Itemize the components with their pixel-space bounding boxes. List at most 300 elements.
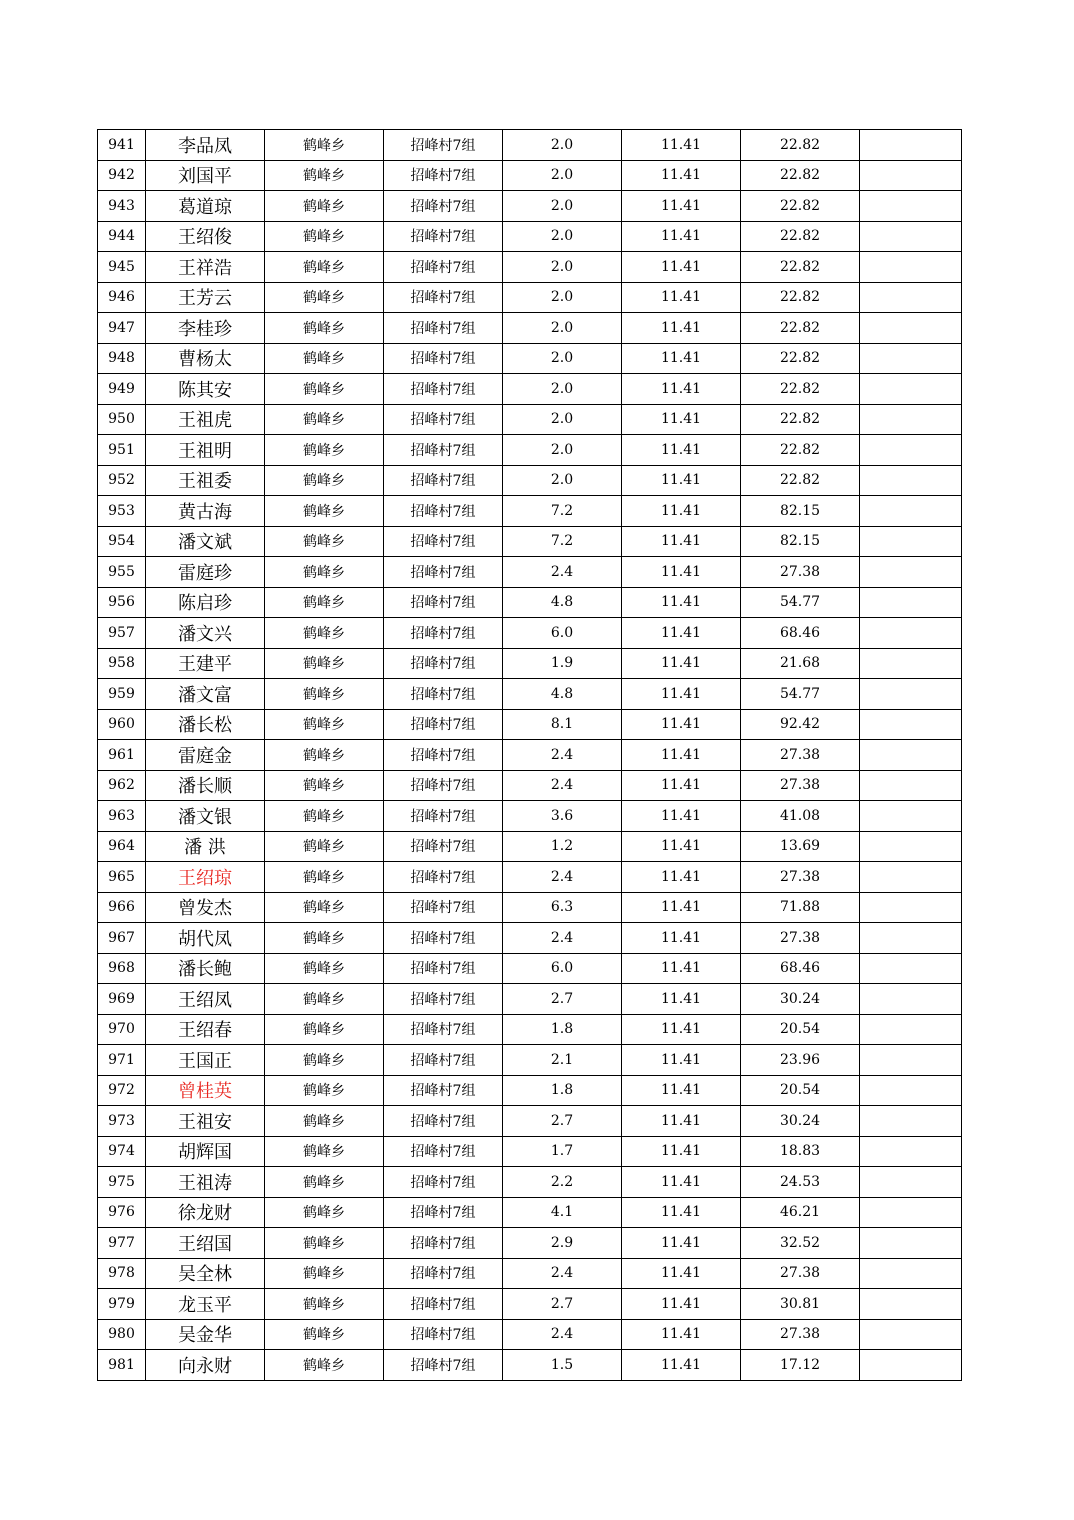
town-cell: 鹤峰乡 — [265, 801, 384, 832]
village-cell: 招峰村7组 — [384, 343, 503, 374]
name-cell: 曾桂英 — [146, 1075, 265, 1106]
village-cell: 招峰村7组 — [384, 740, 503, 771]
name-cell: 潘 洪 — [146, 831, 265, 862]
town-cell: 鹤峰乡 — [265, 557, 384, 588]
row-number: 968 — [98, 953, 146, 984]
note-cell — [860, 923, 962, 954]
name-cell: 王绍春 — [146, 1014, 265, 1045]
note-cell — [860, 679, 962, 710]
note-cell — [860, 1228, 962, 1259]
table-row — [98, 709, 962, 740]
village-cell: 招峰村7组 — [384, 1045, 503, 1076]
town-cell: 鹤峰乡 — [265, 892, 384, 923]
name-cell: 王祥浩 — [146, 252, 265, 283]
row-number: 980 — [98, 1319, 146, 1350]
table-row — [98, 130, 962, 161]
note-cell — [860, 404, 962, 435]
amount-cell: 18.83 — [741, 1136, 860, 1167]
rate-cell: 11.41 — [622, 160, 741, 191]
name-cell: 潘长鲍 — [146, 953, 265, 984]
note-cell — [860, 526, 962, 557]
amount-cell: 22.82 — [741, 343, 860, 374]
area-cell: 2.7 — [503, 1289, 622, 1320]
name-cell: 王祖委 — [146, 465, 265, 496]
name-cell: 王祖虎 — [146, 404, 265, 435]
name-cell: 王芳云 — [146, 282, 265, 313]
amount-cell: 27.38 — [741, 862, 860, 893]
town-cell: 鹤峰乡 — [265, 1167, 384, 1198]
area-cell: 2.4 — [503, 862, 622, 893]
area-cell: 2.0 — [503, 221, 622, 252]
row-number: 967 — [98, 923, 146, 954]
town-cell: 鹤峰乡 — [265, 160, 384, 191]
name-cell: 黄古海 — [146, 496, 265, 527]
village-cell: 招峰村7组 — [384, 892, 503, 923]
note-cell — [860, 618, 962, 649]
name-cell: 潘文富 — [146, 679, 265, 710]
amount-cell: 27.38 — [741, 557, 860, 588]
row-number: 949 — [98, 374, 146, 405]
rate-cell: 11.41 — [622, 862, 741, 893]
area-cell: 2.0 — [503, 191, 622, 222]
row-number: 951 — [98, 435, 146, 466]
village-cell: 招峰村7组 — [384, 648, 503, 679]
area-cell: 2.1 — [503, 1045, 622, 1076]
row-number: 955 — [98, 557, 146, 588]
rate-cell: 11.41 — [622, 374, 741, 405]
table-row — [98, 374, 962, 405]
amount-cell: 22.82 — [741, 313, 860, 344]
area-cell: 4.8 — [503, 587, 622, 618]
name-cell: 李品凤 — [146, 130, 265, 161]
name-cell: 龙玉平 — [146, 1289, 265, 1320]
village-cell: 招峰村7组 — [384, 1197, 503, 1228]
area-cell: 4.1 — [503, 1197, 622, 1228]
row-number: 947 — [98, 313, 146, 344]
table-row — [98, 587, 962, 618]
note-cell — [860, 221, 962, 252]
note-cell — [860, 374, 962, 405]
name-cell: 王国正 — [146, 1045, 265, 1076]
amount-cell: 71.88 — [741, 892, 860, 923]
area-cell: 2.0 — [503, 465, 622, 496]
note-cell — [860, 313, 962, 344]
village-cell: 招峰村7组 — [384, 679, 503, 710]
rate-cell: 11.41 — [622, 252, 741, 283]
row-number: 971 — [98, 1045, 146, 1076]
name-cell: 胡辉国 — [146, 1136, 265, 1167]
table-row — [98, 343, 962, 374]
area-cell: 2.4 — [503, 557, 622, 588]
area-cell: 2.4 — [503, 770, 622, 801]
amount-cell: 27.38 — [741, 923, 860, 954]
note-cell — [860, 435, 962, 466]
table-row — [98, 557, 962, 588]
table-row — [98, 1075, 962, 1106]
note-cell — [860, 252, 962, 283]
town-cell: 鹤峰乡 — [265, 496, 384, 527]
amount-cell: 27.38 — [741, 1319, 860, 1350]
area-cell: 1.8 — [503, 1014, 622, 1045]
area-cell: 2.4 — [503, 740, 622, 771]
village-cell: 招峰村7组 — [384, 1075, 503, 1106]
rate-cell: 11.41 — [622, 465, 741, 496]
village-cell: 招峰村7组 — [384, 1350, 503, 1381]
note-cell — [860, 465, 962, 496]
name-cell: 王绍琼 — [146, 862, 265, 893]
town-cell: 鹤峰乡 — [265, 1228, 384, 1259]
town-cell: 鹤峰乡 — [265, 221, 384, 252]
rate-cell: 11.41 — [622, 404, 741, 435]
village-cell: 招峰村7组 — [384, 557, 503, 588]
rate-cell: 11.41 — [622, 221, 741, 252]
row-number: 944 — [98, 221, 146, 252]
table-row — [98, 1350, 962, 1381]
town-cell: 鹤峰乡 — [265, 1289, 384, 1320]
area-cell: 2.0 — [503, 343, 622, 374]
area-cell: 2.0 — [503, 160, 622, 191]
town-cell: 鹤峰乡 — [265, 862, 384, 893]
rate-cell: 11.41 — [622, 1167, 741, 1198]
name-cell: 王建平 — [146, 648, 265, 679]
name-cell: 徐龙财 — [146, 1197, 265, 1228]
table-row — [98, 892, 962, 923]
amount-cell: 68.46 — [741, 618, 860, 649]
row-number: 964 — [98, 831, 146, 862]
amount-cell: 30.24 — [741, 984, 860, 1015]
note-cell — [860, 496, 962, 527]
table-row — [98, 1319, 962, 1350]
amount-cell: 22.82 — [741, 191, 860, 222]
note-cell — [860, 831, 962, 862]
area-cell: 6.0 — [503, 953, 622, 984]
row-number: 962 — [98, 770, 146, 801]
rate-cell: 11.41 — [622, 1258, 741, 1289]
table-row — [98, 1258, 962, 1289]
row-number: 974 — [98, 1136, 146, 1167]
table-row — [98, 801, 962, 832]
rate-cell: 11.41 — [622, 923, 741, 954]
rate-cell: 11.41 — [622, 1106, 741, 1137]
note-cell — [860, 1075, 962, 1106]
area-cell: 2.7 — [503, 984, 622, 1015]
row-number: 975 — [98, 1167, 146, 1198]
rate-cell: 11.41 — [622, 1075, 741, 1106]
note-cell — [860, 953, 962, 984]
note-cell — [860, 1167, 962, 1198]
village-cell: 招峰村7组 — [384, 130, 503, 161]
town-cell: 鹤峰乡 — [265, 923, 384, 954]
rate-cell: 11.41 — [622, 984, 741, 1015]
village-cell: 招峰村7组 — [384, 1228, 503, 1259]
amount-cell: 23.96 — [741, 1045, 860, 1076]
note-cell — [860, 1258, 962, 1289]
note-cell — [860, 343, 962, 374]
rate-cell: 11.41 — [622, 557, 741, 588]
note-cell — [860, 801, 962, 832]
town-cell: 鹤峰乡 — [265, 587, 384, 618]
table-row — [98, 831, 962, 862]
town-cell: 鹤峰乡 — [265, 343, 384, 374]
town-cell: 鹤峰乡 — [265, 252, 384, 283]
village-cell: 招峰村7组 — [384, 587, 503, 618]
table-row — [98, 770, 962, 801]
rate-cell: 11.41 — [622, 1319, 741, 1350]
rate-cell: 11.41 — [622, 1014, 741, 1045]
village-cell: 招峰村7组 — [384, 709, 503, 740]
rate-cell: 11.41 — [622, 1045, 741, 1076]
town-cell: 鹤峰乡 — [265, 679, 384, 710]
rate-cell: 11.41 — [622, 953, 741, 984]
data-table — [97, 129, 962, 1381]
name-cell: 王祖涛 — [146, 1167, 265, 1198]
rate-cell: 11.41 — [622, 343, 741, 374]
amount-cell: 21.68 — [741, 648, 860, 679]
table-row — [98, 618, 962, 649]
village-cell: 招峰村7组 — [384, 496, 503, 527]
note-cell — [860, 740, 962, 771]
note-cell — [860, 984, 962, 1015]
town-cell: 鹤峰乡 — [265, 282, 384, 313]
town-cell: 鹤峰乡 — [265, 130, 384, 161]
table-row — [98, 862, 962, 893]
note-cell — [860, 282, 962, 313]
amount-cell: 82.15 — [741, 526, 860, 557]
name-cell: 潘文斌 — [146, 526, 265, 557]
note-cell — [860, 1014, 962, 1045]
area-cell: 1.2 — [503, 831, 622, 862]
row-number: 959 — [98, 679, 146, 710]
row-number: 979 — [98, 1289, 146, 1320]
table-row — [98, 1106, 962, 1137]
note-cell — [860, 557, 962, 588]
rate-cell: 11.41 — [622, 1136, 741, 1167]
rate-cell: 11.41 — [622, 130, 741, 161]
table-row — [98, 923, 962, 954]
name-cell: 吴全林 — [146, 1258, 265, 1289]
village-cell: 招峰村7组 — [384, 831, 503, 862]
row-number: 942 — [98, 160, 146, 191]
rate-cell: 11.41 — [622, 313, 741, 344]
amount-cell: 22.82 — [741, 252, 860, 283]
name-cell: 王绍凤 — [146, 984, 265, 1015]
row-number: 952 — [98, 465, 146, 496]
area-cell: 1.5 — [503, 1350, 622, 1381]
row-number: 958 — [98, 648, 146, 679]
town-cell: 鹤峰乡 — [265, 709, 384, 740]
village-cell: 招峰村7组 — [384, 160, 503, 191]
rate-cell: 11.41 — [622, 1197, 741, 1228]
note-cell — [860, 191, 962, 222]
table-row — [98, 282, 962, 313]
amount-cell: 82.15 — [741, 496, 860, 527]
table-row — [98, 1289, 962, 1320]
town-cell: 鹤峰乡 — [265, 374, 384, 405]
name-cell: 葛道琼 — [146, 191, 265, 222]
table-row — [98, 953, 962, 984]
row-number: 943 — [98, 191, 146, 222]
rate-cell: 11.41 — [622, 1228, 741, 1259]
table-row — [98, 252, 962, 283]
name-cell: 潘长松 — [146, 709, 265, 740]
note-cell — [860, 1045, 962, 1076]
rate-cell: 11.41 — [622, 679, 741, 710]
note-cell — [860, 1106, 962, 1137]
name-cell: 陈其安 — [146, 374, 265, 405]
row-number: 970 — [98, 1014, 146, 1045]
village-cell: 招峰村7组 — [384, 953, 503, 984]
name-cell: 潘长顺 — [146, 770, 265, 801]
area-cell: 2.0 — [503, 252, 622, 283]
row-number: 965 — [98, 862, 146, 893]
village-cell: 招峰村7组 — [384, 282, 503, 313]
amount-cell: 22.82 — [741, 374, 860, 405]
note-cell — [860, 648, 962, 679]
area-cell: 2.4 — [503, 923, 622, 954]
row-number: 941 — [98, 130, 146, 161]
amount-cell: 27.38 — [741, 770, 860, 801]
village-cell: 招峰村7组 — [384, 1136, 503, 1167]
row-number: 981 — [98, 1350, 146, 1381]
name-cell: 曾发杰 — [146, 892, 265, 923]
village-cell: 招峰村7组 — [384, 1258, 503, 1289]
village-cell: 招峰村7组 — [384, 313, 503, 344]
rate-cell: 11.41 — [622, 191, 741, 222]
row-number: 957 — [98, 618, 146, 649]
rate-cell: 11.41 — [622, 435, 741, 466]
rate-cell: 11.41 — [622, 801, 741, 832]
area-cell: 3.6 — [503, 801, 622, 832]
village-cell: 招峰村7组 — [384, 526, 503, 557]
area-cell: 2.7 — [503, 1106, 622, 1137]
area-cell: 2.0 — [503, 282, 622, 313]
note-cell — [860, 709, 962, 740]
amount-cell: 22.82 — [741, 130, 860, 161]
town-cell: 鹤峰乡 — [265, 1136, 384, 1167]
village-cell: 招峰村7组 — [384, 435, 503, 466]
note-cell — [860, 770, 962, 801]
name-cell: 李桂珍 — [146, 313, 265, 344]
rate-cell: 11.41 — [622, 709, 741, 740]
amount-cell: 13.69 — [741, 831, 860, 862]
town-cell: 鹤峰乡 — [265, 1197, 384, 1228]
town-cell: 鹤峰乡 — [265, 1350, 384, 1381]
amount-cell: 32.52 — [741, 1228, 860, 1259]
table-row — [98, 1014, 962, 1045]
row-number: 972 — [98, 1075, 146, 1106]
town-cell: 鹤峰乡 — [265, 435, 384, 466]
table-row — [98, 1167, 962, 1198]
amount-cell: 54.77 — [741, 587, 860, 618]
table-row — [98, 435, 962, 466]
town-cell: 鹤峰乡 — [265, 1014, 384, 1045]
amount-cell: 22.82 — [741, 282, 860, 313]
area-cell: 2.0 — [503, 435, 622, 466]
town-cell: 鹤峰乡 — [265, 648, 384, 679]
note-cell — [860, 1319, 962, 1350]
row-number: 978 — [98, 1258, 146, 1289]
town-cell: 鹤峰乡 — [265, 526, 384, 557]
note-cell — [860, 160, 962, 191]
amount-cell: 27.38 — [741, 740, 860, 771]
area-cell: 8.1 — [503, 709, 622, 740]
village-cell: 招峰村7组 — [384, 1289, 503, 1320]
town-cell: 鹤峰乡 — [265, 191, 384, 222]
table-row — [98, 1228, 962, 1259]
table-row — [98, 160, 962, 191]
town-cell: 鹤峰乡 — [265, 1319, 384, 1350]
name-cell: 刘国平 — [146, 160, 265, 191]
amount-cell: 41.08 — [741, 801, 860, 832]
table-row — [98, 1045, 962, 1076]
table-row — [98, 496, 962, 527]
town-cell: 鹤峰乡 — [265, 465, 384, 496]
note-cell — [860, 1289, 962, 1320]
name-cell: 向永财 — [146, 1350, 265, 1381]
table-row — [98, 648, 962, 679]
note-cell — [860, 1136, 962, 1167]
area-cell: 4.8 — [503, 679, 622, 710]
table-row — [98, 313, 962, 344]
row-number: 948 — [98, 343, 146, 374]
village-cell: 招峰村7组 — [384, 801, 503, 832]
village-cell: 招峰村7组 — [384, 618, 503, 649]
amount-cell: 30.24 — [741, 1106, 860, 1137]
name-cell: 王绍俊 — [146, 221, 265, 252]
town-cell: 鹤峰乡 — [265, 1258, 384, 1289]
table-row — [98, 404, 962, 435]
village-cell: 招峰村7组 — [384, 221, 503, 252]
town-cell: 鹤峰乡 — [265, 953, 384, 984]
row-number: 969 — [98, 984, 146, 1015]
rate-cell: 11.41 — [622, 1289, 741, 1320]
note-cell — [860, 1350, 962, 1381]
amount-cell: 20.54 — [741, 1014, 860, 1045]
area-cell: 2.0 — [503, 313, 622, 344]
amount-cell: 54.77 — [741, 679, 860, 710]
rate-cell: 11.41 — [622, 587, 741, 618]
amount-cell: 22.82 — [741, 435, 860, 466]
rate-cell: 11.41 — [622, 1350, 741, 1381]
area-cell: 2.4 — [503, 1258, 622, 1289]
table-body — [98, 130, 962, 1381]
name-cell: 王祖明 — [146, 435, 265, 466]
amount-cell: 92.42 — [741, 709, 860, 740]
town-cell: 鹤峰乡 — [265, 1075, 384, 1106]
area-cell: 7.2 — [503, 496, 622, 527]
name-cell: 王祖安 — [146, 1106, 265, 1137]
note-cell — [860, 892, 962, 923]
row-number: 960 — [98, 709, 146, 740]
row-number: 976 — [98, 1197, 146, 1228]
area-cell: 7.2 — [503, 526, 622, 557]
amount-cell: 17.12 — [741, 1350, 860, 1381]
village-cell: 招峰村7组 — [384, 465, 503, 496]
village-cell: 招峰村7组 — [384, 374, 503, 405]
name-cell: 雷庭珍 — [146, 557, 265, 588]
row-number: 945 — [98, 252, 146, 283]
rate-cell: 11.41 — [622, 770, 741, 801]
row-number: 953 — [98, 496, 146, 527]
area-cell: 2.0 — [503, 404, 622, 435]
name-cell: 雷庭金 — [146, 740, 265, 771]
note-cell — [860, 1197, 962, 1228]
town-cell: 鹤峰乡 — [265, 313, 384, 344]
area-cell: 2.2 — [503, 1167, 622, 1198]
area-cell: 2.4 — [503, 1319, 622, 1350]
amount-cell: 24.53 — [741, 1167, 860, 1198]
table-row — [98, 465, 962, 496]
